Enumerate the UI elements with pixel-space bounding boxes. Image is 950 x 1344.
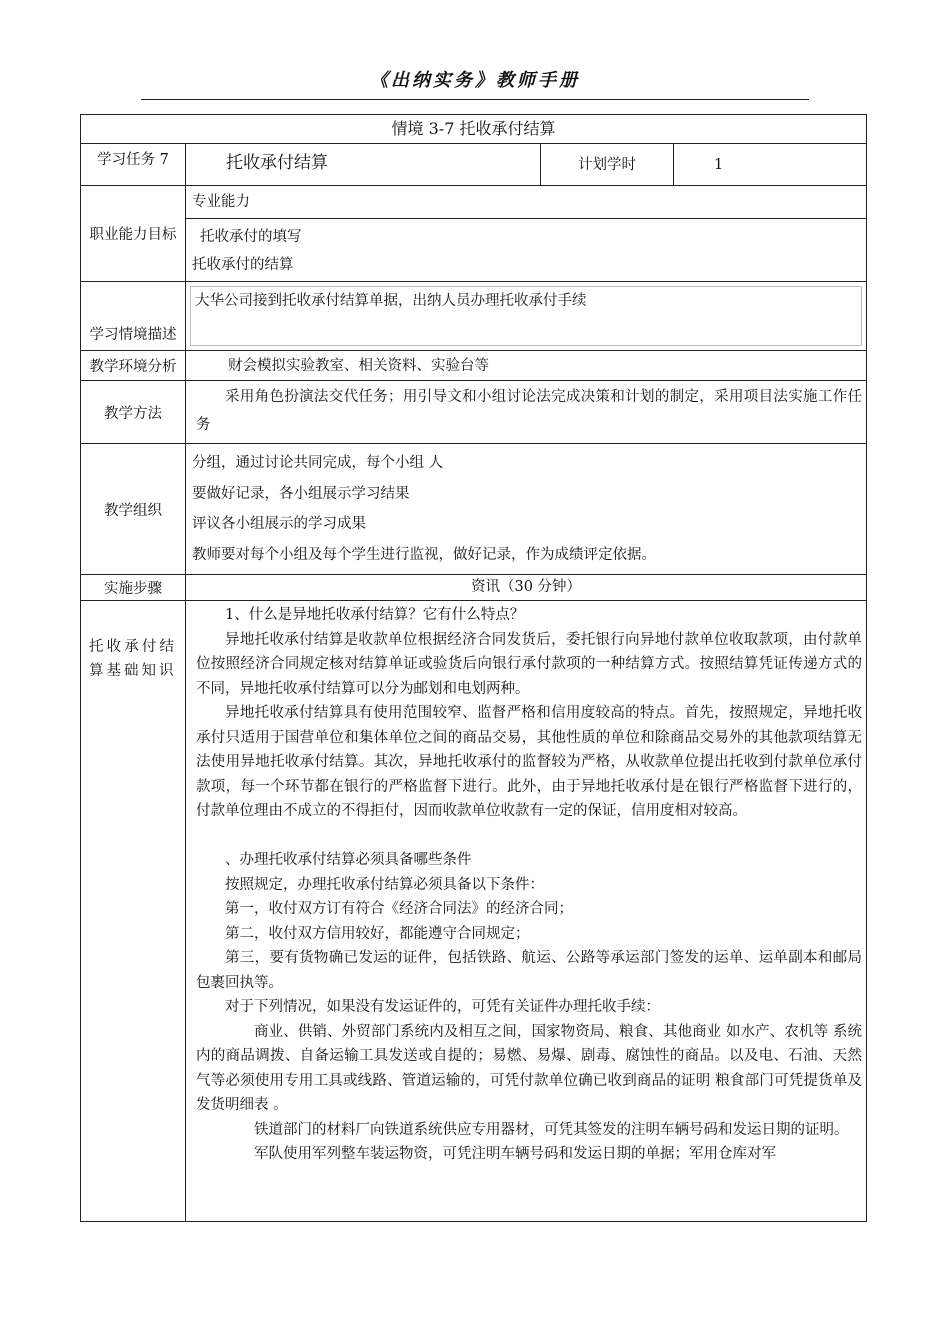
- knowledge-label: 托收承付结算基础知识: [81, 601, 186, 1222]
- steps-label: 实施步骤: [81, 575, 186, 601]
- environment-label: 教学环境分析: [81, 351, 186, 381]
- ability-line: 托收承付的结算: [192, 257, 294, 273]
- scenario-label: 学习情境描述: [81, 282, 186, 351]
- organization-label: 教学组织: [81, 444, 186, 575]
- header-rule: [141, 99, 809, 100]
- organization-line: 要做好记录，各小组展示学习结果: [192, 485, 410, 502]
- method-text: 采用角色扮演法交代任务；用引导文和小组讨论法完成决策和计划的制定，采用项目法实施工作任务: [196, 389, 863, 433]
- knowledge-paragraph: 第一，收付双方订有符合《经济合同法》的经济合同；: [225, 901, 573, 917]
- organization-line: 教师要对每个小组及每个学生进行监视，做好记录，作为成绩评定依据。: [192, 546, 656, 563]
- organization-line: 评议各小组展示的学习成果: [192, 516, 366, 532]
- question-heading: 1、什么是异地托收承付结算？它有什么特点？: [225, 607, 525, 623]
- organization-cell: [186, 444, 867, 575]
- ability-label: 职业能力目标: [81, 186, 186, 282]
- knowledge-paragraph: 异地托收承付结算是收款单位根据经济合同发货后，委托银行向异地付款单位收取款项，由付款单位按照经济合同规定核对结算单证或验货后向银行承付款项的一种结算方式。按照结算凭证传递方式的不同，异地托收承付结算可以分为邮划和电划两种。: [196, 631, 863, 697]
- scenario-cell: [186, 282, 867, 351]
- knowledge-paragraph: 按照规定，办理托收承付结算必须具备以下条件：: [225, 876, 544, 893]
- task-name: 托收承付结算: [186, 144, 541, 186]
- page-header-title: 《出纳实务》教师手册: [370, 70, 580, 91]
- hours-label: 计划学时: [541, 144, 674, 186]
- knowledge-paragraph: 第三，要有货物确已发运的证件，包括铁路、航运、公路等承运部门签发的运单、运单副本和邮局包裹回执等。: [196, 950, 863, 991]
- question-heading: 、办理托收承付结算必须具备哪些条件: [225, 852, 472, 868]
- environment-text: 财会模拟实验教室、相关资料、实验台等: [186, 351, 867, 381]
- knowledge-paragraph: 商业、供销、外贸部门系统内及相互之间，国家物资局、粮食、其他商业 如水产、农机等 系统内的商品调拨、自备运输工具发送或自提的；易燃、易爆、剧毒、腐蚀性的商品。以及电、石油、天然气等必须使用专用工具或线路、管道运输的，可凭付款单位确已收到商品的证明 粮食部门可凭提货单及发货明细表 。: [196, 1023, 863, 1113]
- hours-value: 1: [674, 144, 867, 186]
- ability-line: 托收承付的填写: [200, 229, 302, 245]
- method-cell: [186, 381, 867, 444]
- lesson-plan-table: [80, 114, 866, 1222]
- task-label: 学习任务 7: [81, 144, 186, 186]
- scenario-text: 大华公司接到托收承付结算单据，出纳人员办理托收承付手续: [190, 286, 862, 346]
- knowledge-cell: [186, 601, 867, 1222]
- organization-line: 分组，通过讨论共同完成，每个小组 人: [192, 455, 444, 471]
- ability-line: 专业能力: [186, 186, 866, 219]
- ability-cell: [186, 186, 867, 282]
- knowledge-paragraph: 铁道部门的材料厂向铁道系统供应专用器材，可凭其签发的注明车辆号码和发运日期的证明。: [254, 1121, 849, 1138]
- knowledge-paragraph: 第二，收付双方信用较好，都能遵守合同规定；: [225, 925, 530, 942]
- knowledge-paragraph: 异地托收承付结算具有使用范围较窄、监督严格和信用度较高的特点。首先，按照规定，异地托收承付只适用于国营单位和集体单位之间的商品交易，其他性质的单位和除商品交易外的其他款项结算无法使用异地托收承付结算。其次，异地托收承付的监督较为严格，从收款单位提出托收到付款单位承付款项，每一个环节都在银行的严格监督下进行。此外，由于异地托收承付是在银行严格监督下进行的，付款单位理由不成立的不得拒付，因而收款单位收款有一定的保证，信用度相对较高。: [196, 705, 863, 819]
- knowledge-paragraph: 军队使用军列整车装运物资，可凭注明车辆号码和发运日期的单据；军用仓库对军: [254, 1146, 776, 1162]
- blank-line: [196, 824, 862, 849]
- method-label: 教学方法: [81, 381, 186, 444]
- steps-text: 资讯（30 分钟）: [186, 575, 867, 601]
- situation-title: 情境 3-7 托收承付结算: [81, 115, 867, 144]
- knowledge-paragraph: 对于下列情况，如果没有发运证件的，可凭有关证件办理托收手续：: [225, 999, 660, 1015]
